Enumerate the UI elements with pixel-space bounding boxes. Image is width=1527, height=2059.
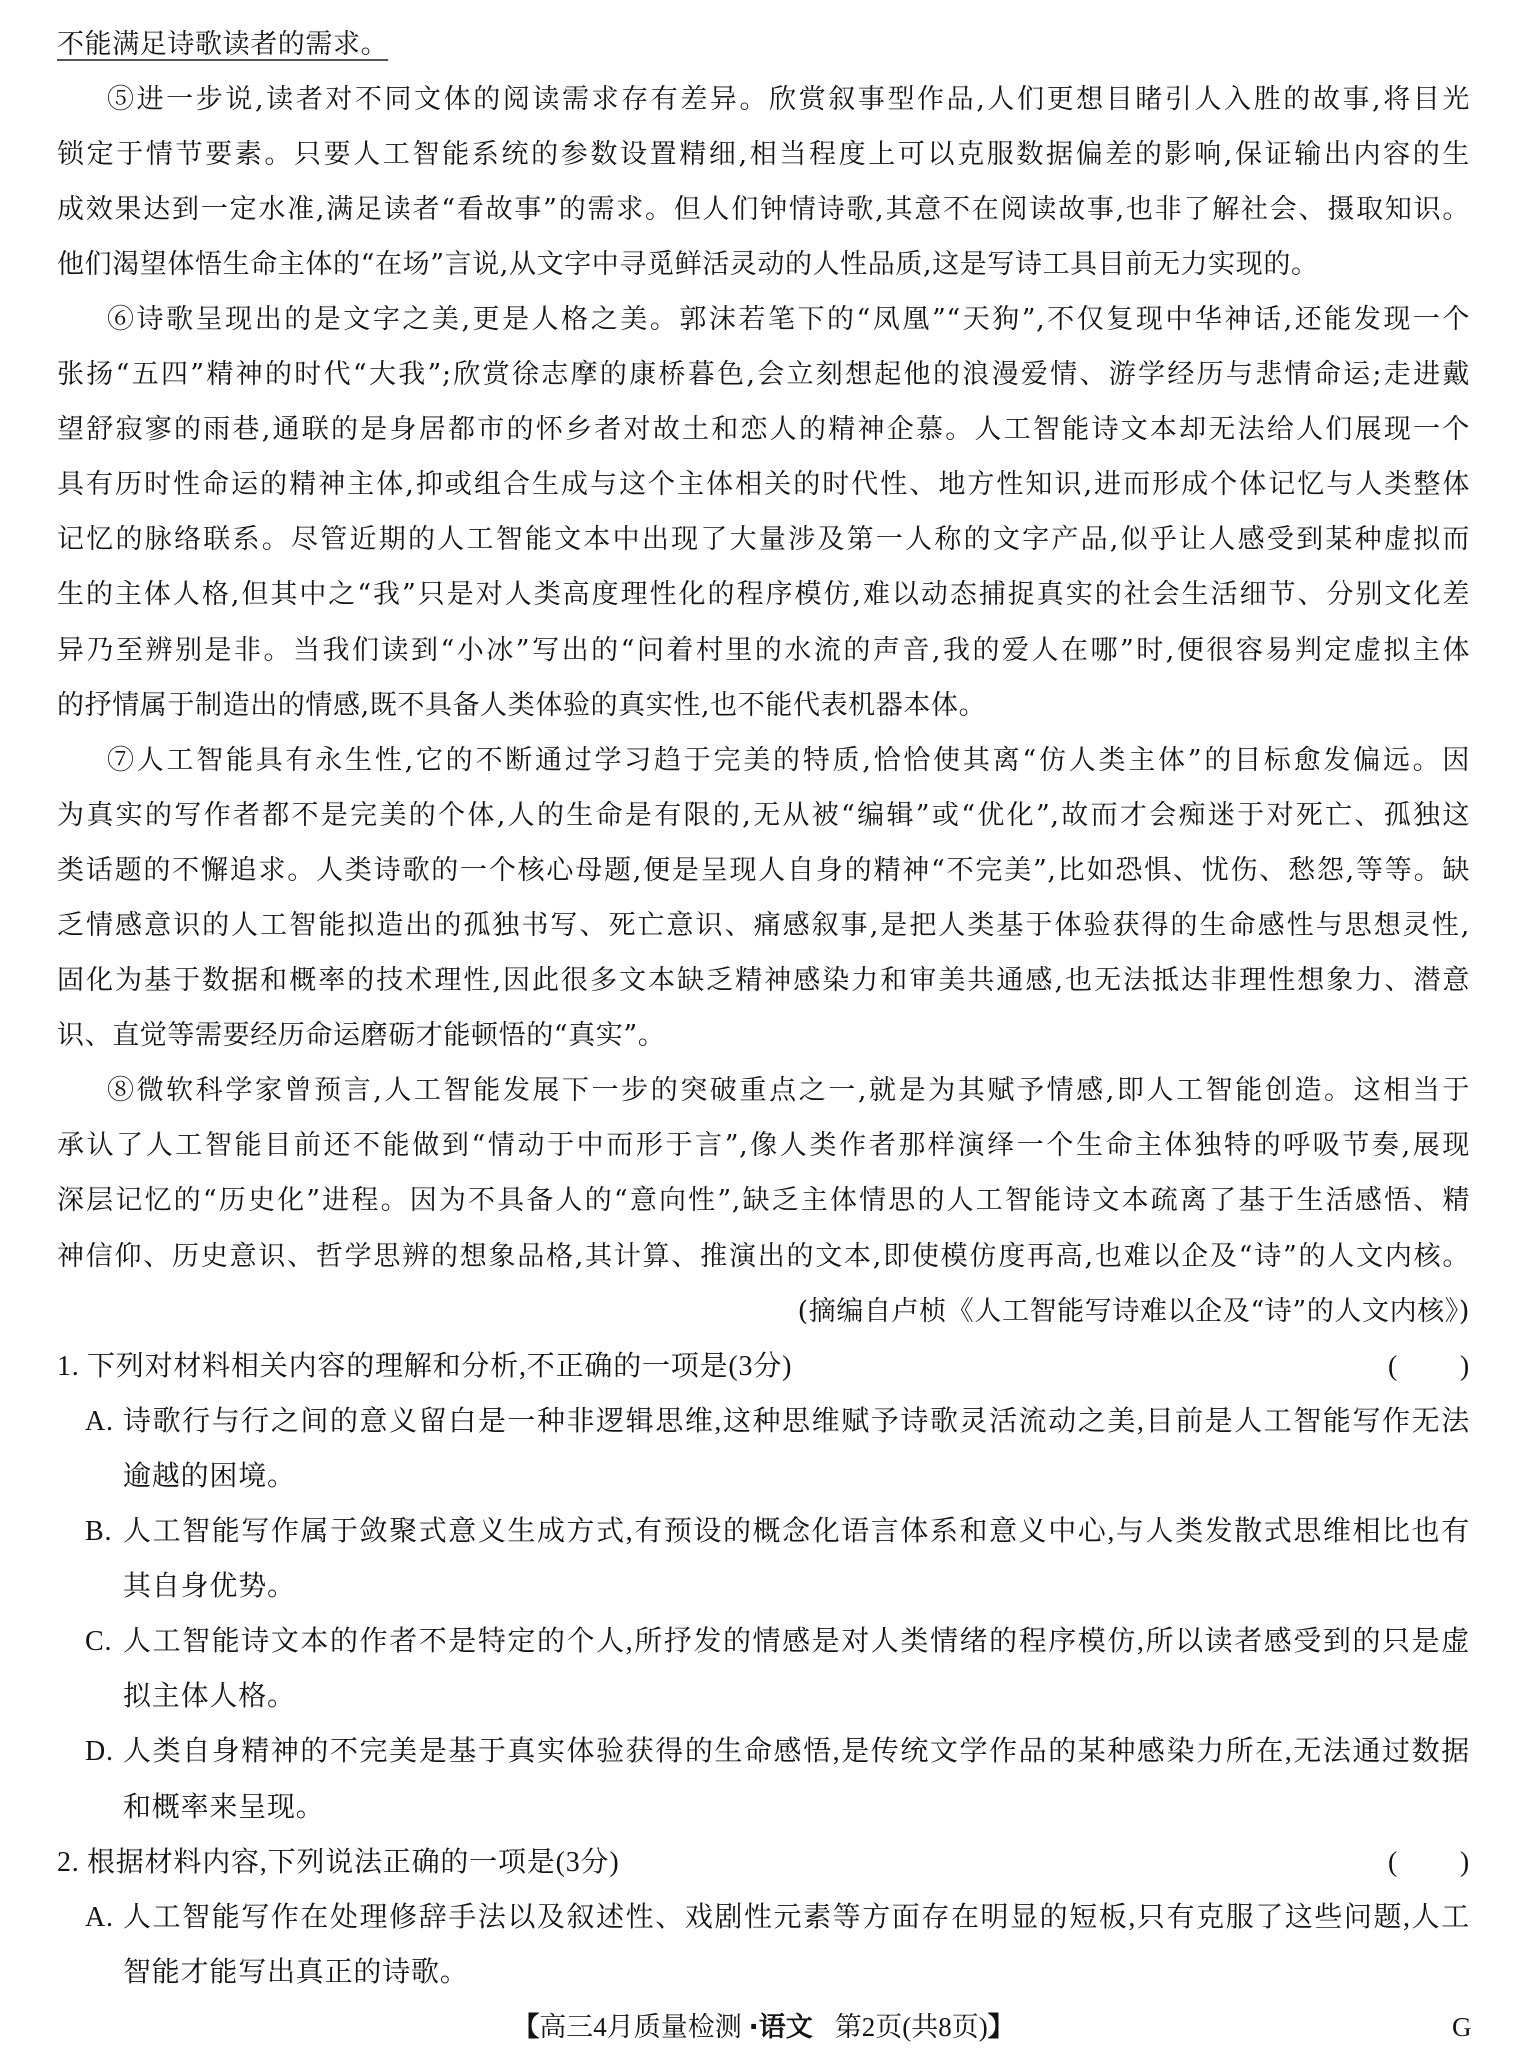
option-text: 其自身优势。 bbox=[123, 1571, 296, 1603]
paragraph-line: 神信仰、历史意识、哲学思辨的想象品格,其计算、推演出的文本,即使模仿度再高,也难以企及“诗”的人文内核。 bbox=[57, 1240, 1470, 1272]
option-text: 拟主体人格。 bbox=[123, 1681, 296, 1713]
option-label: B. bbox=[85, 1516, 113, 1548]
paragraph-6 bbox=[57, 292, 1470, 733]
question-number: 1. bbox=[57, 1350, 80, 1382]
paragraph-5 bbox=[57, 72, 1470, 292]
question-number: 2. bbox=[57, 1846, 80, 1878]
underlined-sentence: 不能满足诗歌读者的需求。 bbox=[57, 28, 389, 60]
blank-close-paren: ) bbox=[1459, 1846, 1470, 1878]
option-line bbox=[57, 1945, 1470, 2000]
option-line bbox=[57, 1394, 1470, 1449]
option-text: 人类自身精神的不完美是基于真实体验获得的生命感悟,是传统文学作品的某种感染力所在,无法通过数据 bbox=[123, 1736, 1470, 1768]
paragraph-line: 记忆的脉络联系。尽管近期的人工智能文本中出现了大量涉及第一人称的文字产品,似乎让人感受到某种虚拟而 bbox=[57, 524, 1470, 556]
blank-open-paren: ( bbox=[1388, 1350, 1399, 1382]
paragraph-line: 望舒寂寥的雨巷,通联的是身居都市的怀乡者对故土和恋人的精神企慕。人工智能诗文本却无法给人们展现一个 bbox=[57, 414, 1470, 446]
paragraph-7 bbox=[57, 733, 1470, 1064]
option-line bbox=[57, 1669, 1470, 1724]
passage-lead-line bbox=[57, 17, 1470, 72]
paragraph-line: 异乃至辨别是非。当我们读到“小冰”写出的“问着村里的水流的声音,我的爱人在哪”时,便很容易判定虚拟主体 bbox=[57, 634, 1470, 666]
question-1 bbox=[57, 1339, 1470, 1835]
option-text: 和概率来呈现。 bbox=[123, 1791, 325, 1823]
paragraph-marker: ⑦ bbox=[107, 744, 137, 776]
question-stem bbox=[57, 1339, 1470, 1394]
option-label: C. bbox=[85, 1626, 113, 1658]
question-text: 根据材料内容,下列说法正确的一项是(3分) bbox=[87, 1846, 620, 1878]
option-text: 逾越的困境。 bbox=[123, 1460, 296, 1492]
line-text: 微软科学家曾预言,人工智能发展下一步的突破重点之一,就是为其赋予情感,即人工智能创造。这相当于 bbox=[136, 1075, 1470, 1107]
answer-blank bbox=[1388, 1339, 1470, 1394]
reading-passage bbox=[57, 17, 1470, 1339]
option-text: 诗歌行与行之间的意义留白是一种非逻辑思维,这种思维赋予诗歌灵活流动之美,目前是人工智能写作无法 bbox=[123, 1405, 1470, 1437]
page-number: 第2页(共8页) bbox=[834, 2011, 988, 2042]
paragraph-line bbox=[57, 733, 1470, 788]
option-text: 人工智能诗文本的作者不是特定的个人,所抒发的情感是对人类情绪的程序模仿,所以读者感受到的只是虚 bbox=[123, 1626, 1470, 1658]
paragraph-line: 为真实的写作者都不是完美的个体,人的生命是有限的,无从被“编辑”或“优化”,故而才会痴迷于对死亡、孤独这 bbox=[57, 799, 1470, 831]
option-b bbox=[57, 1504, 1470, 1614]
paragraph-line: 张扬“五四”精神的时代“大我”;欣赏徐志摩的康桥暮色,会立刻想起他的浪漫爱情、游学经历与悲情命运;走进戴 bbox=[57, 359, 1470, 391]
paragraph-line: 成效果达到一定水准,满足读者“看故事”的需求。但人们钟情诗歌,其意不在阅读故事,也非了解社会、摄取知识。 bbox=[57, 193, 1470, 225]
option-a bbox=[57, 1394, 1470, 1504]
subject-name: 语文 bbox=[758, 2011, 813, 2043]
footer-bracket-open: 【 bbox=[512, 2011, 540, 2043]
paragraph-marker: ⑧ bbox=[107, 1075, 137, 1107]
question-text: 下列对材料相关内容的理解和分析,不正确的一项是(3分) bbox=[87, 1350, 793, 1382]
option-line bbox=[57, 1449, 1470, 1504]
question-2 bbox=[57, 1835, 1470, 2000]
paragraph-line: 类话题的不懈追求。人类诗歌的一个核心母题,便是呈现人自身的精神“不完美”,比如恐惧、忧伤、愁怨,等等。缺 bbox=[57, 854, 1470, 886]
option-line bbox=[57, 1724, 1470, 1779]
line-text: 人工智能具有永生性,它的不断通过学习趋于完美的特质,恰恰使其离“仿人类主体”的目标愈发偏远。因 bbox=[136, 744, 1470, 776]
option-text: 人工智能写作属于敛聚式意义生成方式,有预设的概念化语言体系和意义中心,与人类发散式思维相比也有 bbox=[123, 1516, 1470, 1548]
option-a bbox=[57, 1890, 1470, 2000]
option-line bbox=[57, 1614, 1470, 1669]
paragraph-line: 锁定于情节要素。只要人工智能系统的参数设置精细,相当程度上可以克服数据偏差的影响,保证输出内容的生 bbox=[57, 138, 1470, 170]
questions bbox=[57, 1339, 1470, 2000]
paragraph-8 bbox=[57, 1063, 1470, 1283]
option-text: 人工智能写作在处理修辞手法以及叙述性、戏剧性元素等方面存在明显的短板,只有克服了这些问题,人工 bbox=[123, 1901, 1470, 1933]
option-label: A. bbox=[85, 1901, 114, 1933]
paragraph-line bbox=[57, 292, 1470, 347]
paragraph-line: 固化为基于数据和概率的技术理性,因此很多文本缺乏精神感染力和审美共通感,也无法抵达非理性想象力、潜意 bbox=[57, 965, 1470, 997]
answer-blank bbox=[1388, 1835, 1470, 1890]
exam-name: 高三4月质量检测 bbox=[539, 2011, 742, 2042]
paper-version: G bbox=[1452, 2011, 1472, 2042]
option-c bbox=[57, 1614, 1470, 1724]
option-line bbox=[57, 1504, 1470, 1559]
paragraph-line: 的抒情属于制造出的情感,既不具备人类体验的真实性,也不能代表机器本体。 bbox=[57, 689, 987, 721]
paragraph-line: 深层记忆的“历史化”进程。因为不具备人的“意向性”,缺乏主体情思的人工智能诗文本疏离了基于生活感悟、精 bbox=[57, 1185, 1470, 1217]
paragraph-marker: ⑥ bbox=[107, 303, 137, 335]
footer-bracket-close: 】 bbox=[987, 2011, 1015, 2043]
option-line bbox=[57, 1559, 1470, 1614]
paragraph-line bbox=[57, 72, 1470, 127]
option-line bbox=[57, 1890, 1470, 1945]
line-text: 诗歌呈现出的是文字之美,更是人格之美。郭沫若笔下的“凤凰”“天狗”,不仅复现中华神话,还能发现一个 bbox=[136, 303, 1470, 335]
paragraph-line: 生的主体人格,但其中之“我”只是对人类高度理性化的程序模仿,难以动态捕捉真实的社会生活细节、分别文化差 bbox=[57, 579, 1470, 611]
paragraph-line: 他们渴望体悟生命主体的“在场”言说,从文字中寻觅鲜活灵动的人性品质,这是写诗工具目前无力实现的。 bbox=[57, 248, 1319, 280]
paragraph-line: 识、直觉等需要经历命运磨砺才能顿悟的“真实”。 bbox=[57, 1020, 666, 1052]
option-label: D. bbox=[85, 1736, 114, 1768]
question-stem bbox=[57, 1835, 1470, 1890]
blank-open-paren: ( bbox=[1388, 1846, 1399, 1878]
paragraph-line bbox=[57, 1063, 1470, 1118]
footer-dot: · bbox=[748, 2011, 759, 2043]
line-text: 进一步说,读者对不同文体的阅读需求存有差异。欣赏叙事型作品,人们更想目睹引人入胜的故事,将目光 bbox=[136, 83, 1470, 115]
page-footer bbox=[57, 2000, 1470, 2055]
paragraph-line: 具有历时性命运的精神主体,抑或组合生成与这个主体相关的时代性、地方性知识,进而形成个体记忆与人类整体 bbox=[57, 469, 1470, 501]
text-column bbox=[57, 17, 1470, 2055]
paragraph-line: 乏情感意识的人工智能拟造出的孤独书写、死亡意识、痛感叙事,是把人类基于体验获得的生命感性与思想灵性, bbox=[57, 910, 1470, 941]
option-text: 智能才能写出真正的诗歌。 bbox=[123, 1956, 469, 1988]
option-line bbox=[57, 1780, 1470, 1835]
option-label: A. bbox=[85, 1405, 114, 1437]
paragraph-marker: ⑤ bbox=[107, 83, 137, 115]
source-citation: (摘编自卢桢《人工智能写诗难以企及“诗”的人文内核》) bbox=[797, 1295, 1470, 1327]
paragraph-line: 承认了人工智能目前还不能做到“情动于中而形于言”,像人类作者那样演绎一个生命主体独特的呼吸节奏,展现 bbox=[57, 1130, 1470, 1162]
option-d bbox=[57, 1724, 1470, 1834]
blank-close-paren: ) bbox=[1459, 1350, 1470, 1382]
